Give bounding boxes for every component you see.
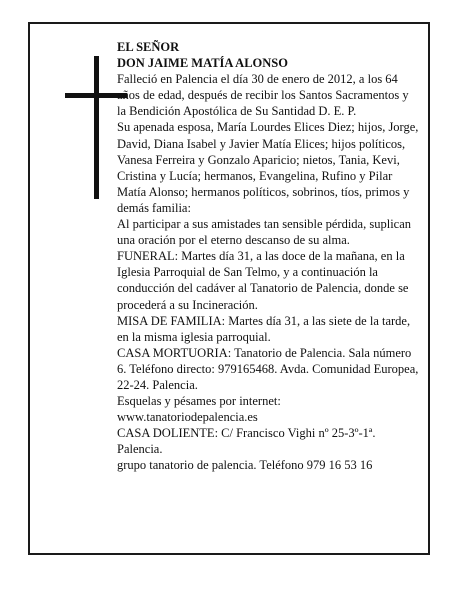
online-condolences-paragraph: Esquelas y pésames por internet: www.tanatoriodepalencia.es [117,394,281,425]
family-home-paragraph: CASA DOLIENTE: C/ Francisco Vighi nº 25-3º-1ª. Palencia. [117,426,376,457]
funeral-home-paragraph: CASA MORTUORIA: Tanatorio de Palencia. Sala número 6. Teléfono directo: 979165468. Avda. Comunidad Europea, 22-24. Palencia. [117,345,419,392]
funeral-paragraph: FUNERAL: Martes día 31, a las doce de la mañana, en la Iglesia Parroquial de San Telmo, y a continuación la conducción del cadáver al Tanatorio de Palencia, donde se procederá a su Incineración. [117,249,409,312]
footer-contact: grupo tanatorio de palencia. Teléfono 979 16 53 16 [117,458,373,473]
prayer-request-paragraph: Al participar a sus amistades tan sensible pérdida, suplican una oración por el eterno descanso de su alma. [117,217,412,248]
obituary-text [117,39,420,474]
family-mass-paragraph: MISA DE FAMILIA: Martes día 31, a las siete de la tarde, en la misma iglesia parroquial. [117,313,411,344]
death-notice-paragraph: Falleció en Palencia el día 30 de enero de 2012, a los 64 años de edad, después de recibir los Santos Sacramentos y la Bendición Apostólica de Su Santidad D. E. P. [117,72,409,119]
title-line-1: EL SEÑOR [117,40,180,54]
family-paragraph: Su apenada esposa, María Lourdes Elices Diez; hijos, Jorge, David, Diana Isabel y Javier Matía Elices; hijos políticos, Vanesa Ferreira y Gonzalo Aparicio; nietos, Tania, Kevi, Cristina y Lucía; hermanos, Evangelina, Rufino y Pilar Matía Alonso; hermanos políticos, sobrinos, tíos, primos y demás familia: [117,120,419,215]
title-line-2: DON JAIME MATÍA ALONSO [117,56,288,71]
obituary-frame [28,22,430,555]
